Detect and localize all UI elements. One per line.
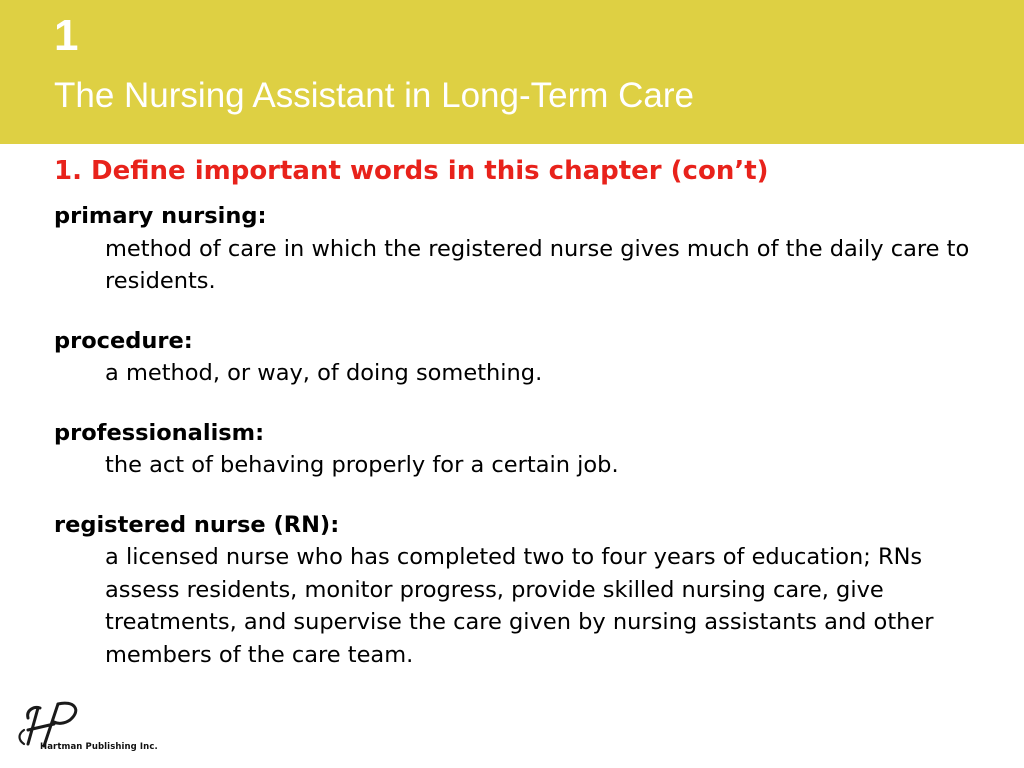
- publisher-name: Hartman Publishing Inc.: [40, 742, 158, 752]
- chapter-number: 1: [54, 11, 79, 60]
- term: professionalism:: [54, 419, 265, 446]
- definition-text: method of care in which the registered nurse gives much of the daily care to residents.: [105, 235, 970, 294]
- definition-item-professionalism: [54, 417, 984, 482]
- section-heading: 1. Define important words in this chapter (con’t): [54, 156, 769, 186]
- definition-text: a method, or way, of doing something.: [105, 360, 543, 386]
- term: primary nursing:: [54, 203, 267, 229]
- definition-item-primary-nursing: [54, 200, 984, 298]
- term: registered nurse (RN):: [54, 511, 340, 538]
- definitions-list: [54, 200, 984, 698]
- publisher-logo: [14, 700, 164, 758]
- definition-text: a licensed nurse who has completed two to four years of education; RNs assess residents, monitor progress, provide skilled nursing care, give treatments, and supervise the care given by nursing assistants and other members of the care team.: [105, 544, 934, 668]
- definition-item-registered-nurse: [54, 509, 984, 672]
- chapter-title: The Nursing Assistant in Long-Term Care: [54, 76, 694, 115]
- definition-text: the act of behaving properly for a certain job.: [105, 452, 619, 478]
- chapter-header: [0, 0, 1024, 144]
- term: procedure:: [54, 327, 193, 354]
- definition-item-procedure: [54, 325, 984, 390]
